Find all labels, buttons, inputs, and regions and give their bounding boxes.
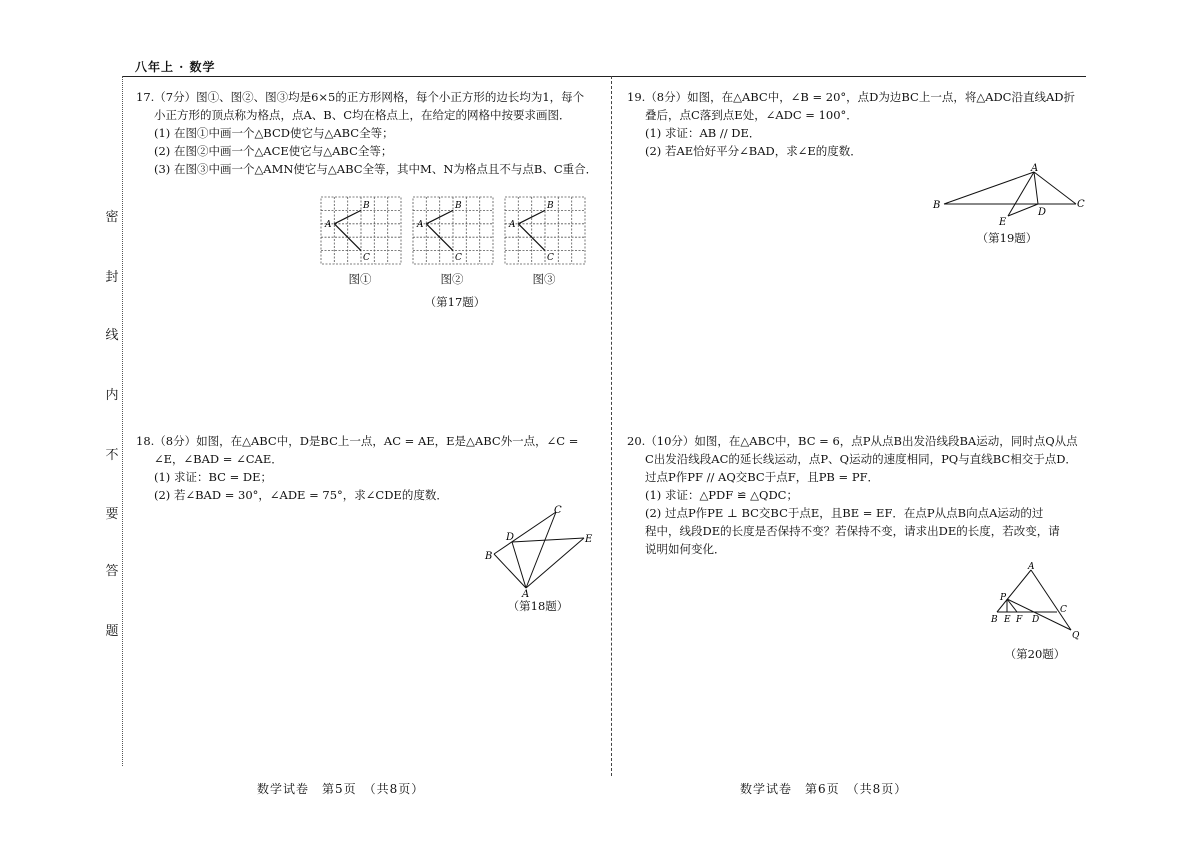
- question-line: (1) 求证：△PDF ≌ △QDC；: [645, 488, 798, 502]
- point-label-e: E: [999, 217, 1007, 228]
- question-line: (2) 过点P作PE ⊥ BC交BC于点E，且BE = EF．在点P从点B向点A运动的过: [645, 506, 1044, 520]
- point-label-a: A: [1028, 562, 1035, 572]
- grid-figure-2: [412, 196, 494, 266]
- question-line: (1) 求证：AB // DE．: [645, 126, 761, 140]
- question-line: C出发沿线段AC的延长线运动，点P、Q运动的速度相同，PQ与直线BC相交于点D．: [645, 452, 1077, 466]
- binding-margin-line: [122, 76, 123, 766]
- figure-caption: （第20题）: [1004, 647, 1066, 661]
- figure-caption: （第18题）: [507, 599, 569, 613]
- point-label-e: E: [1004, 615, 1011, 625]
- question-line: 叠后，点C落到点E处，∠ADC = 100°．: [645, 108, 858, 122]
- point-label-b: B: [485, 551, 493, 562]
- point-label-b: B: [933, 200, 941, 211]
- figure-caption: （第19题）: [976, 231, 1038, 245]
- point-label-a: A: [522, 589, 530, 597]
- figure-caption: （第17题）: [424, 295, 486, 309]
- question-line: (2) 若∠BAD = 30°，∠ADE = 75°，求∠CDE的度数．: [154, 488, 448, 502]
- point-label-d: D: [506, 532, 515, 543]
- point-label-a: A: [1031, 163, 1039, 174]
- seal-char: 线: [105, 328, 119, 343]
- question-line: 18.（8分）如图，在△ABC中，D是BC上一点，AC = AE，E是△ABC外一点，∠C =: [136, 434, 579, 448]
- question-line: 17.（7分）图①、图②、图③均是6×5的正方形网格，每个小正方形的边长均为1，每个: [136, 90, 585, 104]
- point-label-a: A: [325, 220, 332, 230]
- question-line: (2) 若AE恰好平分∠BAD，求∠E的度数．: [645, 144, 862, 158]
- seal-char: 答: [105, 564, 119, 579]
- question-line: 说明如何变化．: [645, 542, 726, 556]
- point-label-a: A: [417, 220, 424, 230]
- point-label-c: C: [363, 253, 370, 263]
- point-label-c: C: [1077, 199, 1085, 210]
- grid-figure-3: [504, 196, 586, 266]
- seal-char: 要: [105, 507, 119, 522]
- question-20: [627, 432, 1078, 558]
- point-label-f: F: [1016, 615, 1023, 625]
- point-label-d: D: [1032, 615, 1040, 625]
- figure-label: 图②: [440, 272, 464, 286]
- point-label-d: D: [1038, 207, 1047, 218]
- figure-label: 图①: [348, 272, 372, 286]
- question-line: ∠E，∠BAD = ∠CAE．: [154, 452, 283, 466]
- footer-page-5: 数学试卷 第5页 （共8页）: [257, 782, 425, 796]
- figure-q20: [985, 560, 1085, 642]
- point-label-c: C: [547, 253, 554, 263]
- point-label-b: B: [991, 615, 998, 625]
- header-title: 八年上 · 数学: [135, 60, 216, 74]
- question-17: [136, 88, 597, 178]
- footer-page-6: 数学试卷 第6页 （共8页）: [740, 782, 908, 796]
- question-line: (1) 在图①中画一个△BCD使它与△ABC全等；: [154, 126, 394, 140]
- header-rule: [122, 76, 1086, 77]
- point-label-q: Q: [1072, 631, 1080, 641]
- question-line: 20.（10分）如图，在△ABC中，BC = 6，点P从点B出发沿线段BA运动，同时点Q从点: [627, 434, 1078, 448]
- seal-char: 内: [105, 388, 119, 403]
- seal-char: 题: [105, 624, 119, 639]
- point-label-c: C: [554, 505, 562, 516]
- figure-q19: [930, 162, 1090, 228]
- grid-figure-1: [320, 196, 402, 266]
- question-line: 小正方形的顶点称为格点，点A、B、C均在格点上，在给定的网格中按要求画图．: [154, 108, 571, 122]
- seal-char: 不: [105, 448, 119, 463]
- seal-char: 封: [105, 270, 119, 285]
- point-label-c: C: [455, 253, 462, 263]
- question-19: [627, 88, 1075, 160]
- question-line: (1) 求证：BC = DE；: [154, 470, 272, 484]
- point-label-c: C: [1060, 605, 1067, 615]
- figure-label: 图③: [532, 272, 556, 286]
- question-line: (3) 在图③中画一个△AMN使它与△ABC全等，其中M、N为格点且不与点B、C重合．: [154, 162, 598, 176]
- point-label-e: E: [585, 534, 593, 545]
- figure-q18: [480, 502, 600, 597]
- question-18: [136, 432, 578, 504]
- column-divider: [611, 76, 612, 776]
- point-label-b: B: [455, 201, 462, 211]
- question-line: (2) 在图②中画一个△ACE使它与△ABC全等；: [154, 144, 393, 158]
- question-line: 过点P作PF // AQ交BC于点F，且PB = PF．: [645, 470, 880, 484]
- point-label-a: A: [509, 220, 516, 230]
- point-label-p: P: [1000, 593, 1007, 603]
- point-label-b: B: [547, 201, 554, 211]
- seal-char: 密: [105, 210, 119, 225]
- point-label-b: B: [363, 201, 370, 211]
- question-line: 程中，线段DE的长度是否保持不变？若保持不变，请求出DE的长度，若改变，请: [645, 524, 1060, 538]
- question-line: 19.（8分）如图，在△ABC中，∠B = 20°，点D为边BC上一点，将△ADC沿直线AD折: [627, 90, 1076, 104]
